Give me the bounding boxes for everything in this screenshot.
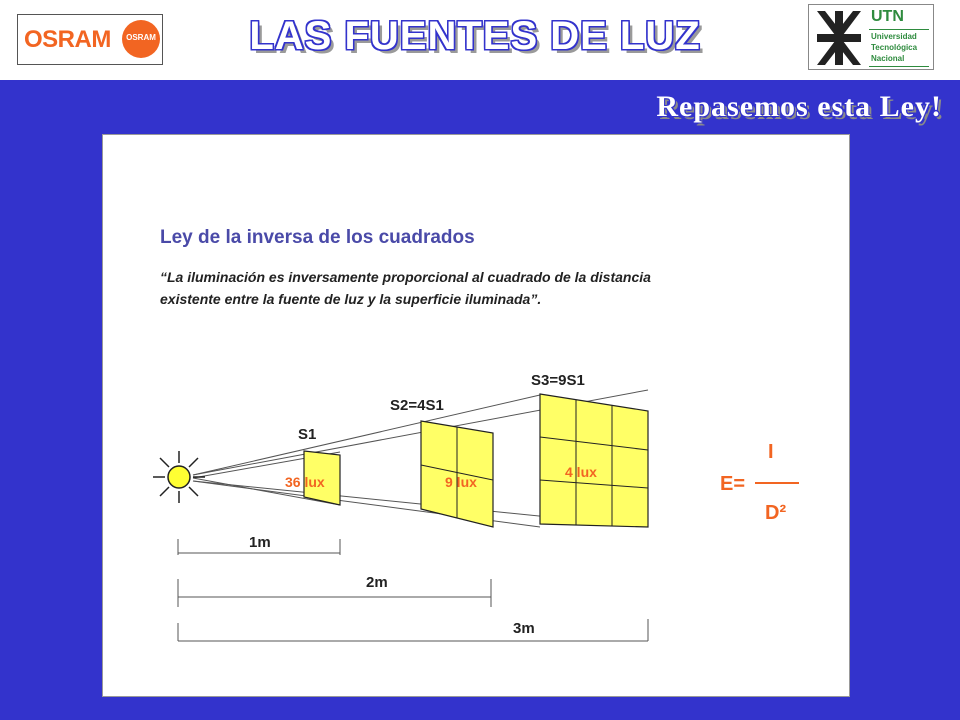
formula-denominator: D² (765, 502, 787, 524)
osram-badge-text: OSRAM (126, 33, 156, 42)
utn-acronym: UTN (871, 8, 904, 25)
utn-logo (808, 4, 934, 70)
diagram-quote-line1: “La iluminación es inversamente proporcional al cuadrado de la distancia (160, 269, 651, 285)
diagram-heading: Ley de la inversa de los cuadrados (160, 227, 475, 248)
inverse-square-diagram (103, 135, 849, 696)
distance-3m: 3m (513, 620, 535, 637)
page-title: LAS FUENTES DE LUZ (249, 14, 701, 58)
header-bar (0, 0, 960, 80)
diagram-quote-line2: existente entre la fuente de luz y la superficie iluminada”. (160, 291, 542, 307)
osram-logo (17, 14, 163, 65)
surface-s2-lux: 9 lux (445, 474, 477, 490)
slide-subtitle: Repasemos esta Ley! (656, 90, 942, 123)
surface-s3-label: S3=9S1 (531, 372, 585, 389)
utn-line2: Tecnológica (871, 43, 918, 52)
distance-markers (178, 539, 648, 641)
osram-logo-word: OSRAM (24, 26, 111, 53)
utn-emblem-icon (811, 7, 867, 69)
distance-1m: 1m (249, 534, 271, 551)
sun-icon (153, 451, 205, 503)
distance-2m: 2m (366, 574, 388, 591)
osram-badge-icon (122, 20, 160, 58)
surface-s2-label: S2=4S1 (390, 397, 444, 414)
utn-divider (869, 29, 929, 30)
formula-lhs: E= (720, 473, 746, 495)
surface-s3 (540, 394, 648, 527)
surface-s1-lux: 36 lux (285, 474, 325, 490)
formula-numerator: I (768, 441, 774, 463)
utn-line3: Nacional (871, 54, 905, 63)
utn-line1: Universidad (871, 32, 917, 41)
formula (720, 441, 799, 524)
surface-s1-label: S1 (298, 426, 317, 443)
surface-s3-lux: 4 lux (565, 464, 597, 480)
diagram-panel (102, 134, 850, 697)
utn-divider-bottom (869, 66, 929, 67)
